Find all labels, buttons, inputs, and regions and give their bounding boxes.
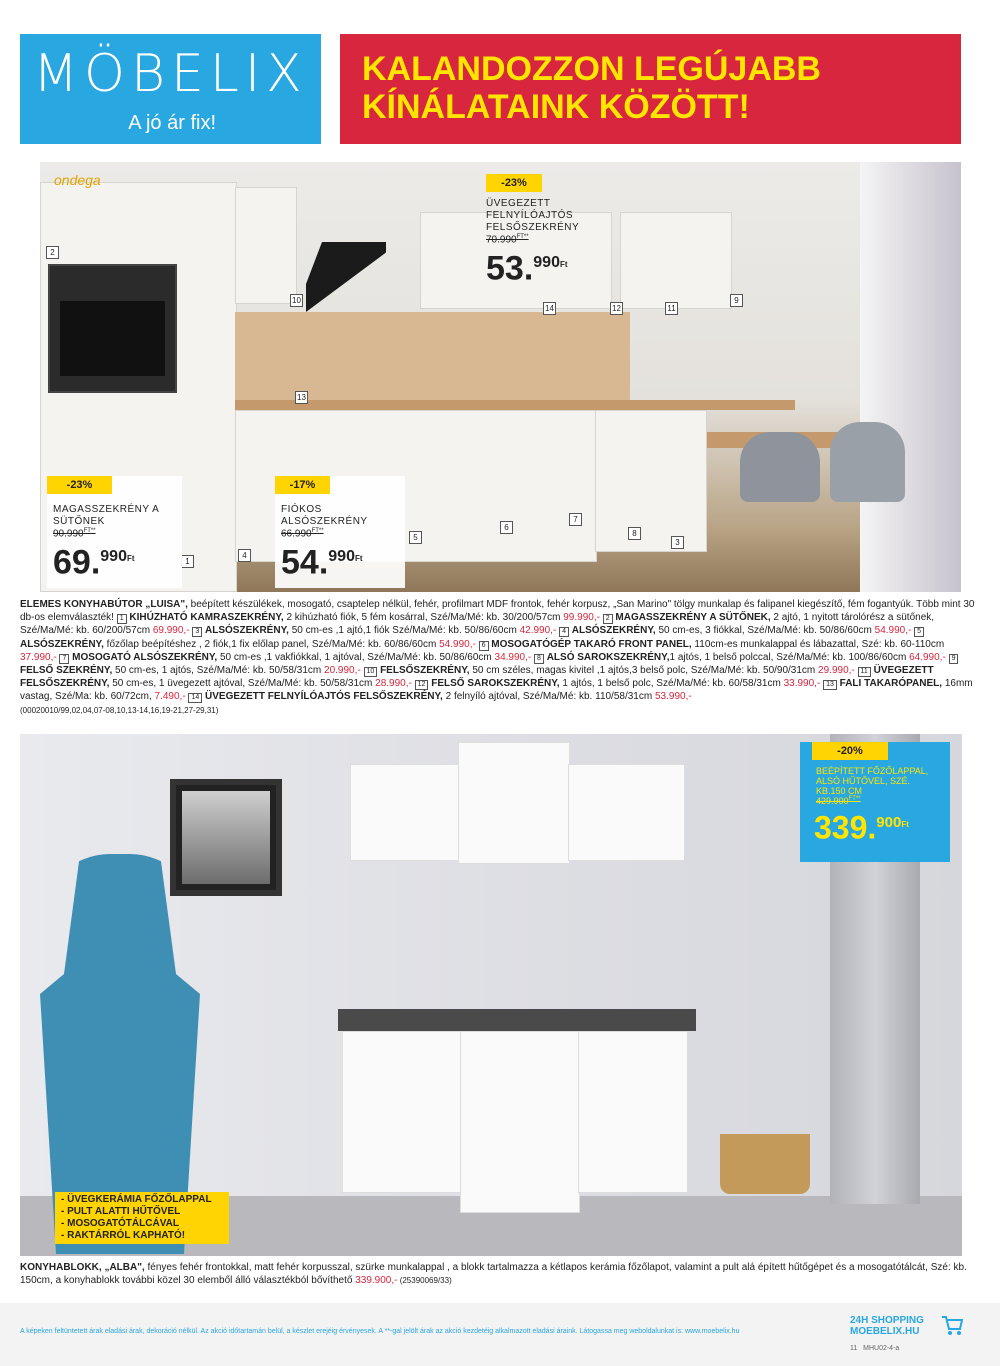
description-intro: beépített készülékek, mosogató, csaptelep nélkül, fehér, profilmart MDF frontok, fehér korpusz, „San Marino" tölgy munkalap és falipanel kiegészítő, fém fogantyúk. Több mint 30 db-os elemválaszték! [20,599,975,624]
spec-item [361,665,855,676]
item-number: 13 [295,391,308,404]
countertop [235,400,795,410]
spec-number: 5 [914,627,924,637]
spec-number: 8 [534,654,544,664]
spec-price: 20.990,- [324,665,361,677]
description-title: KONYHABLOKK, „ALBA", [20,1262,145,1273]
spec-item [57,652,532,663]
base-cabinet [342,1031,462,1193]
spec-item [531,652,946,663]
spec-number: 12 [415,680,429,690]
feature-item: - ÜVEGKERÁMIA FŐZŐLAPPAL [61,1194,212,1205]
spec-name: MOSOGATÓ ALSÓSZEKRÉNY, [72,651,218,663]
headline-banner [340,34,961,144]
product-name [486,198,586,234]
item-number: 9 [730,294,743,307]
spec-number: 13 [823,680,837,690]
product-name-line: ALSÓ HŰTŐVEL, SZÉ. [816,776,911,786]
spec-text: 2 kihúzható fiók, 5 fém kosárral, Szé/Ma/Mé: kb. 30/200/57cm [283,612,564,624]
spec-name: FELSŐ SAROKSZEKRÉNY, [431,678,560,690]
sale-price: 69.$^{990Ft}$ [53,543,135,582]
item-number: 5 [409,531,422,544]
page-info [850,1345,899,1352]
spec-number: 11 [858,667,871,677]
spec-name: ALSÓSZEKRÉNY, [205,625,289,637]
price-card-glass-cabinet[interactable] [486,174,586,294]
old-price: $90.990^{FT**}$ [53,528,96,540]
product-name-line: FELSŐSZEKRÉNY [486,222,580,233]
product-name-line: SÜTŐNEK [53,516,105,527]
spec-item [186,691,692,702]
oven [48,264,177,393]
page-number: 11 [850,1345,858,1352]
spec-name: ÜVEGEZETT FELSŐSZEKRÉNY, [20,665,934,690]
product-name-line: ÜVEGEZETT [486,198,551,209]
product-name-line: BEÉPÍTETT FŐZŐLAPPAL, [816,766,929,776]
spec-text: 2 felnyíló ajtóval, Szé/Ma/Mé: kb. 110/58/31cm [442,691,655,703]
spec-price: 29.990,- [818,665,855,677]
spec-price: 53.990,- [654,691,692,703]
logo-box[interactable] [20,34,321,144]
price-card-drawer-cabinet[interactable] [275,476,405,588]
spec-number: 9 [949,654,959,664]
brand-mark: ondega [54,172,101,188]
item-number: 3 [671,536,684,549]
shop-link-line: MOEBELIX.HU [850,1326,920,1337]
item-number: 7 [569,513,582,526]
product-codes: (00020010/99,02,04,07-08,10,13-14,16,19-21,27-29,31) [20,705,219,715]
upper-cabinet [568,764,685,861]
headline-line-1: KALANDOZZON LEGÚJABB [362,50,821,88]
discount-badge: -23% [47,476,112,494]
spec-number: 6 [479,641,489,651]
luisa-description [20,598,980,717]
product-name-line: KB.150 CM [816,786,863,796]
spec-item [412,678,820,689]
headline-line-2: KÍNÁLATAINK KÖZÖTT! [362,88,750,126]
spec-number: 7 [59,654,69,664]
footer-disclaimer: A képeken feltüntetett árak eladási árak, dekoráció nélkül. Az akció időtartamán belül, a készlet erejéig érvényesek. A **-gal jelölt árak az akció kezdetéig alkalmazott eladási áraink. Látogassa meg weboldalunkat is: www.moebelix.hu [20,1328,740,1335]
shop-link-line: 24H SHOPPING [850,1315,924,1326]
spec-name: FELSŐSZEKRÉNY, [380,665,470,677]
spec-price: 33.990,- [783,678,821,690]
item-number: 4 [238,549,251,562]
spec-item [117,612,600,623]
spec-text: 50 cm-es ,1 ajtó,1 fiók Szé/Ma/Mé: kb. 50/86/60cm [288,625,520,637]
wall-panel [235,312,630,402]
spec-text: 110cm-es munkalappal és lábazattal, Szé: kb. 60-110cm [691,638,945,650]
spec-text: 1 ajtós, 1 belső polccal, Szé/Ma/Mé: kb. 100/86/60cm [669,651,910,663]
spec-item [556,625,911,636]
kitchen-photo-luisa [40,162,961,592]
old-price: $429.900^{FT**}$ [816,796,861,806]
old-price: $66.990^{FT**}$ [281,528,324,540]
base-cabinet [578,1031,688,1193]
spec-price: 34.990,- [494,651,532,663]
spec-number: 1 [117,614,127,624]
product-name-line: ALSÓSZEKRÉNY [281,516,368,527]
spec-number: 2 [603,614,613,624]
item-number: 2 [46,246,59,259]
chair [830,422,905,502]
feature-item: - PULT ALATTI HŰTŐVEL [61,1206,181,1217]
spec-name: ALSÓSZEKRÉNY, [20,638,104,650]
spec-name: KIHÚZHATÓ KAMRASZEKRÉNY, [129,612,284,624]
spec-text: 50 cm-es, 3 fiókkal, Szé/Ma/Mé: kb. 50/86/60cm [655,625,875,637]
item-list [20,612,973,702]
discount-badge: -17% [275,476,330,494]
item-number: 8 [628,527,641,540]
spec-price: 69.990,- [152,625,190,637]
discount-badge: -20% [812,742,888,760]
spec-price: 54.990,- [874,625,912,637]
product-name [47,504,182,528]
item-number: 10 [290,294,303,307]
sale-price: 339.$^{900Ft}$ [814,809,909,846]
discount-badge: -23% [486,174,542,192]
basket [720,1134,810,1194]
feature-item: - RAKTÁRRÓL KAPHATÓ! [61,1230,186,1241]
sale-price: 53.$^{990Ft}$ [486,249,568,288]
price-card-alba[interactable] [800,742,950,862]
spec-name: FALI TAKARÓPANEL, [839,678,943,690]
spec-name: ALSÓ SAROKSZEKRÉNY, [546,651,670,663]
description-text: fényes fehér frontokkal, matt fehér korpusszal, szürke munkalappal , a blokk tartalmazza a kétlapos kerámia főzőlapot, valamint a pult alá épített hűtőgépet és a mosogatótálcát, Szé: kb. 150cm, a konyhablokk további közel 30 elemből álló választékból bővíthető [20,1262,967,1286]
product-name-line: FIÓKOS [281,504,322,515]
item-number: 1 [181,555,194,568]
spec-name: MAGASSZEKRÉNY A SÜTŐNEK, [615,612,771,624]
spec-price: 64.990,- [909,651,946,663]
fridge-cabinet [460,1031,580,1213]
description-title: ELEMES KONYHABÚTOR „LUISA", [20,599,188,610]
product-name-line: FELNYÍLÓAJTÓS [486,210,574,221]
spec-text: 1 ajtós, 1 belső polc, Szé/Ma/Mé: kb. 60/58/31cm [559,678,784,690]
feature-item: - MOSOGATÓTÁLCÁVAL [61,1218,179,1229]
product-code: (25390069/33) [397,1275,452,1285]
product-name [275,504,405,528]
old-price: $70.990^{FT**}$ [486,234,529,246]
corner-base-cabinet [595,410,707,552]
price-card-tall-cabinet[interactable] [47,476,182,588]
window-curtain [860,162,961,592]
item-number: 12 [610,302,623,315]
spec-text: 50 cm-es ,1 vakfiókkal, 1 ajtóval, Szé/Ma/Mé: kb. 50/86/60cm [217,651,495,663]
page-code: MHU02-4-a [863,1345,900,1352]
price: 339.900,- [355,1274,398,1286]
alba-description [20,1262,980,1287]
item-number: 11 [665,302,678,315]
spec-text: 50 cm-es, 1 üvegezett ajtóval, Szé/Ma/Mé: kb. 50/58/31cm [109,678,376,690]
spec-text: 50 cm széles, magas kivitel ,1 ajtós,3 belső polc, Szé/Ma/Mé: kb. 50/90/31cm [469,665,819,677]
wall-picture [170,779,282,896]
product-name [800,760,950,796]
spec-price: 54.990,- [439,638,476,650]
spec-name: FELSŐ SZEKRÉNY, [20,665,113,677]
worktop [338,1009,696,1031]
tagline: A jó ár fix! [128,112,216,134]
sale-price: 54.$^{990Ft}$ [281,543,363,582]
spec-price: 42.990,- [519,625,557,637]
upper-cabinet [235,187,297,304]
spec-name: ÜVEGEZETT FELNYÍLÓAJTÓS FELSŐSZEKRÉNY, [205,691,443,703]
headline [362,50,821,126]
cart-icon[interactable] [940,1313,964,1337]
shop-link[interactable] [850,1315,924,1337]
chair [740,432,820,502]
logo: MÖBELIX [33,44,308,104]
spec-number: 3 [192,627,202,637]
feature-list [55,1192,229,1244]
spec-price: 99.990,- [563,612,600,624]
spec-number: 14 [188,693,202,703]
spec-price: 37.990,- [20,651,57,663]
spec-price: 28.990,- [375,678,412,690]
item-number: 14 [543,302,556,315]
footer [0,1303,1000,1366]
extractor-hood [306,242,386,312]
spec-number: 10 [364,667,378,677]
product-name-line: MAGASSZEKRÉNY A [53,504,160,515]
spec-text: 2 ajtó, 1 nyitott tárolórész a sütőnek, Szé/Ma/Mé: kb. 60/200/57cm [20,612,935,637]
spec-text: főzőlap beépítéshez , 2 fiók,1 fix előlap panel, Szé/Ma/Mé: kb. 60/86/60cm [103,638,440,650]
spec-item [190,625,557,636]
spec-name: MOSOGATÓGÉP TAKARÓ FRONT PANEL, [491,638,692,650]
spec-text: 50 cm-es, 1 ajtós, Szé/Ma/Mé: kb. 50/58/31cm [112,665,325,677]
spec-name: ALSÓSZEKRÉNY, [571,625,656,637]
spec-price: 7.490,- [154,691,186,703]
item-number: 6 [500,521,513,534]
spec-text: 16mm vastag, Szé/Ma: kb. 60/72cm, [20,678,973,703]
upper-cabinet-glass [620,212,732,309]
upper-cabinet [458,742,570,864]
spec-number: 4 [559,627,569,637]
